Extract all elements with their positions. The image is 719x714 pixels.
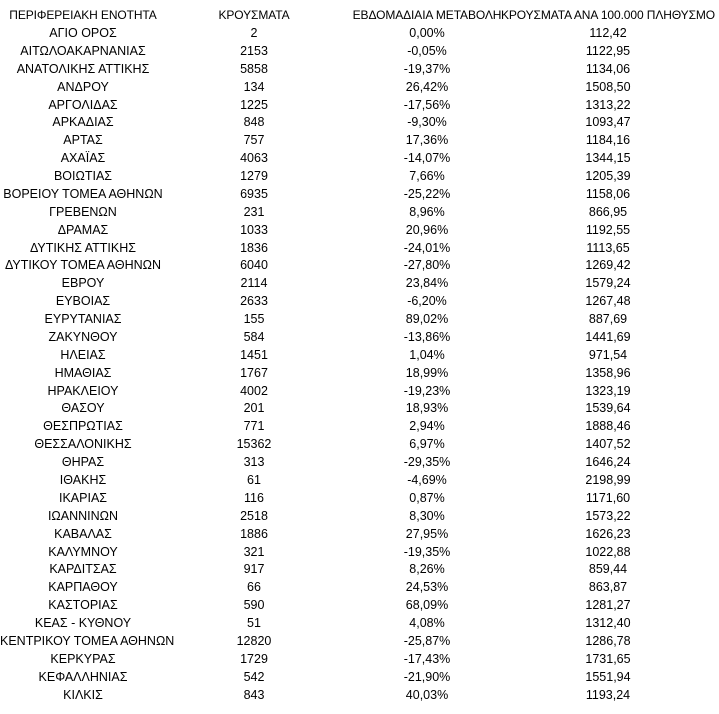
cell-region: ΚΑΡΔΙΤΣΑΣ: [49, 562, 117, 577]
cell-cases-per-100k: 1344,15: [585, 151, 631, 166]
cell-cases: 15362: [236, 437, 272, 452]
cell-region: ΗΜΑΘΙΑΣ: [54, 365, 112, 380]
cell-weekly-change: 26,42%: [405, 79, 449, 94]
cell-region: ΑΡΤΑΣ: [63, 133, 103, 148]
table-row: [0, 399, 719, 417]
cell-cases: 6935: [240, 186, 268, 201]
table-row: [0, 525, 719, 543]
cell-weekly-change: 0,00%: [409, 26, 445, 40]
cell-weekly-change: -25,22%: [403, 186, 451, 201]
cell-region: ΙΚΑΡΙΑΣ: [58, 490, 108, 505]
cell-weekly-change: -14,07%: [403, 151, 451, 166]
table-row: [0, 471, 719, 489]
cell-cases-per-100k: 1281,27: [585, 598, 631, 613]
table-row: [0, 42, 719, 60]
cell-weekly-change: 20,96%: [405, 222, 449, 237]
cell-region: ΘΕΣΠΡΩΤΙΑΣ: [43, 419, 123, 434]
cell-weekly-change: -19,35%: [403, 544, 451, 559]
table-row: [0, 96, 719, 114]
cell-region: ΗΛΕΙΑΣ: [60, 347, 106, 362]
table-row: [0, 507, 719, 525]
cell-region: ΑΙΤΩΛΟΑΚΑΡΝΑΝΙΑΣ: [20, 43, 146, 58]
cell-weekly-change: 18,99%: [405, 365, 449, 380]
cell-cases: 51: [247, 616, 261, 631]
cell-region: ΚΙΛΚΙΣ: [63, 687, 103, 702]
cell-cases-per-100k: 1358,96: [585, 365, 631, 380]
cell-weekly-change: -6,20%: [407, 294, 447, 309]
cell-cases-per-100k: 1192,55: [585, 222, 631, 237]
table-row: [0, 113, 719, 131]
cell-region: ΑΝΔΡΟΥ: [57, 79, 109, 94]
header-weekly-change: ΕΒΔΟΜΑΔΙΑΙΑ ΜΕΤΑΒΟΛΗ: [352, 8, 502, 22]
cell-region: ΘΑΣΟΥ: [61, 401, 105, 416]
cell-cases-per-100k: 112,42: [589, 26, 627, 40]
table-row: [0, 650, 719, 668]
cell-weekly-change: -24,01%: [403, 240, 451, 255]
cell-weekly-change: 8,30%: [409, 508, 445, 523]
cell-cases-per-100k: 1134,06: [585, 61, 631, 76]
cell-weekly-change: -13,86%: [403, 329, 451, 344]
cell-region: ΚΑΒΑΛΑΣ: [54, 526, 112, 541]
cell-cases: 313: [243, 455, 265, 470]
cell-region: ΕΥΒΟΙΑΣ: [55, 294, 111, 309]
cell-cases: 66: [247, 580, 261, 595]
table-row: [0, 328, 719, 346]
cell-cases: 2114: [240, 276, 268, 291]
cell-cases: 116: [244, 490, 264, 505]
cell-cases-per-100k: 1022,88: [585, 544, 631, 559]
cell-cases-per-100k: 1171,60: [585, 490, 631, 505]
cell-cases-per-100k: 1888,46: [585, 419, 631, 434]
cell-weekly-change: 27,95%: [405, 526, 449, 541]
cell-cases-per-100k: 1508,50: [585, 79, 631, 94]
cell-weekly-change: 1,04%: [409, 347, 445, 362]
table-row: [0, 489, 719, 507]
cell-cases: 1729: [240, 651, 268, 666]
cell-region: ΚΕΑΣ - ΚΥΘΝΟΥ: [34, 616, 132, 631]
table-header-row: [0, 6, 719, 24]
cell-cases-per-100k: 1573,22: [585, 508, 631, 523]
cell-cases: 231: [243, 204, 265, 219]
cell-region: ΙΩΑΝΝΙΝΩΝ: [47, 508, 119, 523]
cell-cases: 134: [243, 79, 265, 94]
table-row: [0, 24, 719, 42]
cell-weekly-change: -17,43%: [403, 651, 451, 666]
cell-region: ΚΕΦΑΛΛΗΝΙΑΣ: [38, 669, 128, 684]
cell-region: ΔΥΤΙΚΗΣ ΑΤΤΙΚΗΣ: [30, 240, 136, 255]
cell-cases: 4002: [240, 383, 268, 398]
cell-region: ΚΑΛΥΜΝΟΥ: [48, 544, 118, 559]
table-row: [0, 578, 719, 596]
cell-cases: 1836: [240, 240, 268, 255]
cell-cases-per-100k: 1731,65: [585, 651, 631, 666]
table-row: [0, 78, 719, 96]
cell-region: ΑΧΑΪΑΣ: [60, 151, 106, 166]
table-row: [0, 274, 719, 292]
cell-cases-per-100k: 1407,52: [585, 437, 631, 452]
cell-cases-per-100k: 1646,24: [585, 455, 631, 470]
cell-cases-per-100k: 1267,48: [585, 294, 631, 309]
cell-cases-per-100k: 1539,64: [585, 401, 631, 416]
table-row: [0, 364, 719, 382]
cell-weekly-change: -27,80%: [403, 258, 451, 273]
cell-cases-per-100k: 859,44: [588, 562, 628, 577]
cell-weekly-change: 89,02%: [405, 312, 449, 327]
cell-cases: 4063: [240, 151, 268, 166]
cell-weekly-change: 18,93%: [405, 401, 449, 416]
table-row: [0, 292, 719, 310]
cell-region: ΑΡΓΟΛΙΔΑΣ: [48, 97, 118, 112]
cell-cases: 12820: [236, 633, 272, 648]
cell-weekly-change: 4,08%: [409, 616, 445, 631]
cell-cases-per-100k: 863,87: [588, 580, 628, 595]
cell-weekly-change: 8,26%: [409, 562, 445, 577]
cell-cases-per-100k: 1286,78: [585, 633, 631, 648]
table-row: [0, 560, 719, 578]
table-row: [0, 256, 719, 274]
table-row: [0, 167, 719, 185]
table-row: [0, 131, 719, 149]
cell-region: ΒΟΡΕΙΟΥ ΤΟΜΕΑ ΑΘΗΝΩΝ: [3, 186, 163, 201]
cell-cases: 1451: [240, 347, 268, 362]
cell-cases: 2518: [240, 508, 268, 523]
cell-cases-per-100k: 1269,42: [585, 258, 631, 273]
cell-cases-per-100k: 1184,16: [585, 133, 631, 148]
cell-cases: 542: [243, 669, 265, 684]
table-row: [0, 221, 719, 239]
cell-weekly-change: 23,84%: [405, 276, 449, 291]
cell-region: ΒΟΙΩΤΙΑΣ: [53, 169, 113, 184]
table-row: [0, 60, 719, 78]
cell-region: ΑΓΙΟ ΟΡΟΣ: [49, 26, 117, 40]
table-row: [0, 149, 719, 167]
cell-weekly-change: 8,96%: [409, 204, 445, 219]
cell-weekly-change: 0,87%: [409, 490, 445, 505]
cell-cases-per-100k: 2198,99: [585, 473, 631, 487]
cell-weekly-change: 24,53%: [405, 580, 449, 595]
cell-cases-per-100k: 1093,47: [585, 115, 631, 130]
cell-cases-per-100k: 1323,19: [585, 383, 631, 398]
cell-cases-per-100k: 1551,94: [585, 669, 631, 684]
cell-cases: 2153: [240, 43, 268, 58]
table-row: [0, 203, 719, 221]
cell-cases: 155: [243, 312, 265, 327]
cell-region: ΑΡΚΑΔΙΑΣ: [52, 115, 114, 130]
table-row: [0, 185, 719, 203]
table-row: [0, 686, 719, 704]
cell-cases: 1225: [240, 97, 268, 112]
cell-region: ΙΘΑΚΗΣ: [59, 473, 107, 487]
cell-cases-per-100k: 1312,40: [585, 616, 631, 631]
cell-cases-per-100k: 1441,69: [585, 329, 631, 344]
cell-weekly-change: -29,35%: [403, 455, 451, 470]
cell-cases: 590: [243, 598, 265, 613]
cell-weekly-change: -9,30%: [407, 115, 447, 130]
table-row: [0, 632, 719, 650]
cell-cases-per-100k: 1122,95: [585, 43, 631, 58]
cell-weekly-change: 40,03%: [405, 687, 449, 702]
cell-region: ΚΑΡΠΑΘΟΥ: [48, 580, 118, 595]
cell-cases-per-100k: 1205,39: [585, 169, 631, 184]
cell-cases-per-100k: 866,95: [588, 204, 628, 219]
cell-region: ΕΥΡΥΤΑΝΙΑΣ: [44, 312, 122, 327]
cell-region: ΖΑΚΥΝΘΟΥ: [48, 329, 118, 344]
header-cases-per-100k: ΚΡΟΥΣΜΑΤΑ ΑΝΑ 100.000 ΠΛΗΘΥΣΜΟ: [500, 8, 716, 22]
cell-region: ΑΝΑΤΟΛΙΚΗΣ ΑΤΤΙΚΗΣ: [16, 61, 150, 76]
table-row: [0, 346, 719, 364]
cell-cases-per-100k: 1193,24: [585, 687, 631, 702]
cell-cases: 1767: [240, 365, 268, 380]
table-row: [0, 417, 719, 435]
cell-weekly-change: 6,97%: [409, 437, 445, 452]
cell-cases: 321: [243, 544, 265, 559]
cell-weekly-change: -19,23%: [403, 383, 451, 398]
cell-cases: 61: [247, 473, 261, 487]
cell-cases-per-100k: 1579,24: [585, 276, 631, 291]
header-cases: ΚΡΟΥΣΜΑΤΑ: [218, 8, 290, 22]
header-region: ΠΕΡΙΦΕΡΕΙΑΚΗ ΕΝΟΤΗΤΑ: [9, 8, 157, 22]
cell-region: ΔΥΤΙΚΟΥ ΤΟΜΕΑ ΑΘΗΝΩΝ: [4, 258, 162, 273]
cell-cases-per-100k: 1113,65: [586, 240, 630, 255]
cell-cases-per-100k: 971,54: [588, 347, 628, 362]
cell-cases: 6040: [240, 258, 268, 273]
cell-region: ΚΑΣΤΟΡΙΑΣ: [48, 598, 118, 613]
cell-weekly-change: 2,94%: [409, 419, 445, 434]
cell-region: ΗΡΑΚΛΕΙΟΥ: [47, 383, 119, 398]
table-row: [0, 543, 719, 561]
cell-cases: 771: [243, 419, 265, 434]
cell-region: ΓΡΕΒΕΝΩΝ: [49, 204, 117, 219]
cell-region: ΘΕΣΣΑΛΟΝΙΚΗΣ: [34, 437, 132, 452]
cell-cases: 1886: [240, 526, 268, 541]
cell-cases-per-100k: 1158,06: [585, 186, 631, 201]
cell-cases: 848: [243, 115, 265, 130]
cell-cases: 1279: [240, 169, 268, 184]
table-row: [0, 453, 719, 471]
table-row: [0, 614, 719, 632]
cell-cases: 2: [250, 26, 258, 40]
cell-cases: 2633: [240, 294, 268, 309]
table-row: [0, 310, 719, 328]
cell-weekly-change: -25,87%: [403, 633, 451, 648]
cell-cases: 757: [243, 133, 265, 148]
cell-cases-per-100k: 1313,22: [585, 97, 631, 112]
cell-region: ΚΕΝΤΡΙΚΟΥ ΤΟΜΕΑ ΑΘΗΝΩΝ: [0, 633, 175, 648]
cell-cases: 917: [243, 562, 265, 577]
cell-weekly-change: 68,09%: [405, 598, 449, 613]
cell-cases: 584: [243, 329, 265, 344]
cell-weekly-change: -19,37%: [403, 61, 451, 76]
cell-cases: 5858: [240, 61, 268, 76]
cell-region: ΕΒΡΟΥ: [61, 276, 105, 291]
table-row: [0, 382, 719, 400]
table-row: [0, 435, 719, 453]
cell-region: ΔΡΑΜΑΣ: [57, 222, 109, 237]
cell-weekly-change: 17,36%: [405, 133, 449, 148]
cell-weekly-change: -17,56%: [403, 97, 451, 112]
table-row: [0, 668, 719, 686]
cell-cases: 1033: [240, 222, 268, 237]
cell-cases: 843: [243, 687, 265, 702]
cell-weekly-change: -0,05%: [407, 43, 447, 58]
cell-weekly-change: -21,90%: [403, 669, 451, 684]
cell-weekly-change: -4,69%: [407, 473, 447, 487]
cell-region: ΚΕΡΚΥΡΑΣ: [50, 651, 116, 666]
cell-region: ΘΗΡΑΣ: [61, 455, 105, 470]
cell-weekly-change: 7,66%: [409, 169, 445, 184]
cell-cases: 201: [243, 401, 265, 416]
cell-cases-per-100k: 1626,23: [585, 526, 631, 541]
table-row: [0, 239, 719, 257]
cell-cases-per-100k: 887,69: [588, 312, 628, 327]
table-row: [0, 596, 719, 614]
